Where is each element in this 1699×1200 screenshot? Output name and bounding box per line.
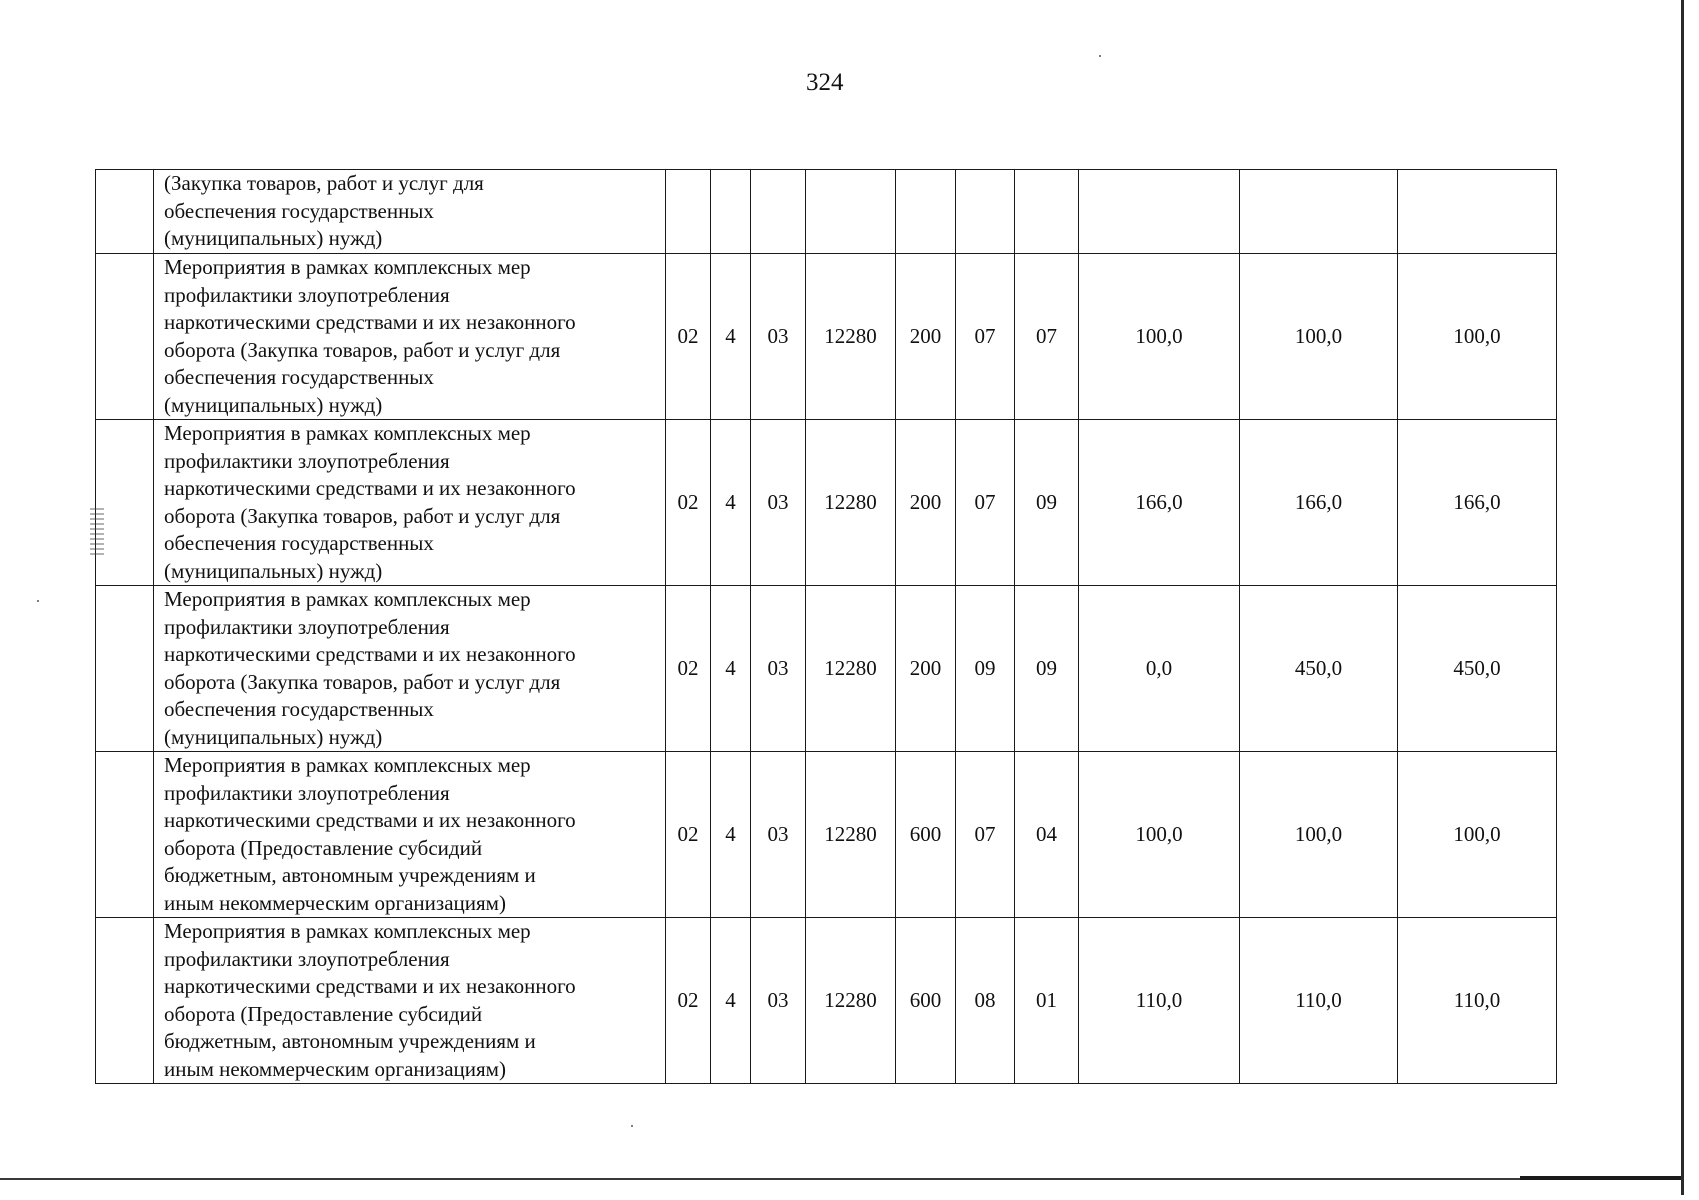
- table-row: [96, 752, 1557, 918]
- amount-cell: 0,0: [1079, 586, 1240, 752]
- code-cell: 200: [896, 254, 956, 420]
- table-row: [96, 586, 1557, 752]
- table-row: [96, 170, 1557, 254]
- code-cell: 4: [711, 918, 751, 1084]
- table-row: [96, 918, 1557, 1084]
- code-cell: 03: [751, 918, 806, 1084]
- amount-cell: 450,0: [1398, 586, 1557, 752]
- code-cell: [956, 170, 1015, 254]
- amount-cell: 100,0: [1079, 752, 1240, 918]
- row-index-cell: [96, 752, 154, 918]
- code-cell: 4: [711, 586, 751, 752]
- code-cell: 03: [751, 420, 806, 586]
- code-cell: 09: [956, 586, 1015, 752]
- code-cell: 07: [956, 254, 1015, 420]
- code-cell: 02: [666, 918, 711, 1084]
- code-cell: 04: [1015, 752, 1079, 918]
- code-cell: 07: [956, 752, 1015, 918]
- amount-cell: 166,0: [1079, 420, 1240, 586]
- amount-cell: 450,0: [1240, 586, 1398, 752]
- table-row: [96, 420, 1557, 586]
- code-cell: 600: [896, 918, 956, 1084]
- code-cell: [751, 170, 806, 254]
- row-name-cell: Мероприятия в рамках комплексных мер профилактики злоупотребления наркотическими средствами и их незаконного оборота (Закупка товаров, работ и услуг для обеспечения государственных (муниципальных) нужд): [154, 420, 666, 586]
- code-cell: 12280: [806, 918, 896, 1084]
- code-cell: 200: [896, 420, 956, 586]
- code-cell: 4: [711, 254, 751, 420]
- code-cell: 4: [711, 420, 751, 586]
- row-index-cell: [96, 918, 154, 1084]
- code-cell: 08: [956, 918, 1015, 1084]
- row-index-cell: [96, 420, 154, 586]
- scan-frame-corner: [1520, 1176, 1684, 1180]
- amount-cell: 100,0: [1240, 254, 1398, 420]
- code-cell: 03: [751, 254, 806, 420]
- code-cell: 07: [956, 420, 1015, 586]
- code-cell: 12280: [806, 254, 896, 420]
- row-name-cell: Мероприятия в рамках комплексных мер профилактики злоупотребления наркотическими средствами и их незаконного оборота (Предоставление субсидий бюджетным, автономным учреждениям и иным некоммерческим организациям): [154, 752, 666, 918]
- code-cell: 03: [751, 752, 806, 918]
- code-cell: 01: [1015, 918, 1079, 1084]
- scan-speck: [1099, 55, 1101, 57]
- code-cell: 09: [1015, 420, 1079, 586]
- row-index-cell: [96, 254, 154, 420]
- code-cell: [711, 170, 751, 254]
- table-row: [96, 254, 1557, 420]
- code-cell: 02: [666, 254, 711, 420]
- amount-cell: 100,0: [1079, 254, 1240, 420]
- code-cell: 200: [896, 586, 956, 752]
- code-cell: [896, 170, 956, 254]
- amount-cell: 100,0: [1240, 752, 1398, 918]
- row-name-cell: Мероприятия в рамках комплексных мер профилактики злоупотребления наркотическими средствами и их незаконного оборота (Закупка товаров, работ и услуг для обеспечения государственных (муниципальных) нужд): [154, 254, 666, 420]
- amount-cell: 100,0: [1398, 254, 1557, 420]
- page-number: 324: [806, 69, 844, 96]
- scan-speck: [631, 1125, 633, 1127]
- budget-table: [95, 169, 1557, 1084]
- scan-frame-right-edge: [1681, 0, 1684, 1195]
- code-cell: [666, 170, 711, 254]
- amount-cell: [1079, 170, 1240, 254]
- amount-cell: [1398, 170, 1557, 254]
- row-name-cell: Мероприятия в рамках комплексных мер профилактики злоупотребления наркотическими средствами и их незаконного оборота (Закупка товаров, работ и услуг для обеспечения государственных (муниципальных) нужд): [154, 586, 666, 752]
- row-index-cell: [96, 170, 154, 254]
- code-cell: 02: [666, 420, 711, 586]
- amount-cell: 166,0: [1398, 420, 1557, 586]
- code-cell: 09: [1015, 586, 1079, 752]
- amount-cell: 110,0: [1240, 918, 1398, 1084]
- code-cell: [806, 170, 896, 254]
- row-index-cell: [96, 586, 154, 752]
- margin-stamp-mark: [90, 505, 104, 555]
- code-cell: 02: [666, 586, 711, 752]
- code-cell: 600: [896, 752, 956, 918]
- code-cell: 07: [1015, 254, 1079, 420]
- amount-cell: 110,0: [1079, 918, 1240, 1084]
- code-cell: 12280: [806, 752, 896, 918]
- amount-cell: [1240, 170, 1398, 254]
- amount-cell: 110,0: [1398, 918, 1557, 1084]
- code-cell: 03: [751, 586, 806, 752]
- code-cell: 12280: [806, 586, 896, 752]
- scan-frame-bottom-edge: [0, 1178, 1684, 1180]
- scan-speck: [37, 600, 39, 602]
- code-cell: 12280: [806, 420, 896, 586]
- amount-cell: 100,0: [1398, 752, 1557, 918]
- row-name-cell: Мероприятия в рамках комплексных мер профилактики злоупотребления наркотическими средствами и их незаконного оборота (Предоставление субсидий бюджетным, автономным учреждениям и иным некоммерческим организациям): [154, 918, 666, 1084]
- code-cell: 02: [666, 752, 711, 918]
- code-cell: [1015, 170, 1079, 254]
- amount-cell: 166,0: [1240, 420, 1398, 586]
- row-name-cell: (Закупка товаров, работ и услуг для обеспечения государственных (муниципальных) нужд): [154, 170, 666, 254]
- code-cell: 4: [711, 752, 751, 918]
